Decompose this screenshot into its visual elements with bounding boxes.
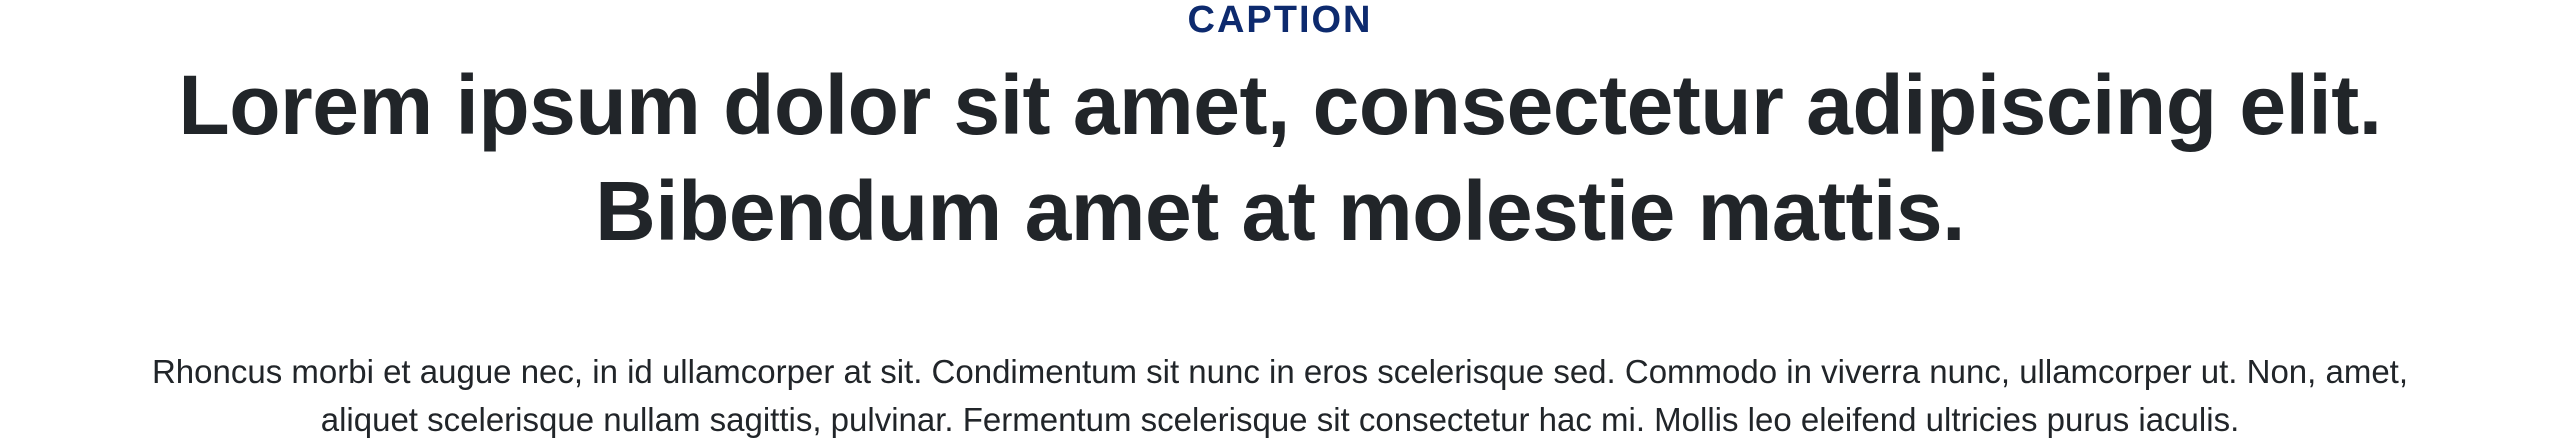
headline-line-1: Lorem ipsum dolor sit amet, consectetur adipiscing elit. [178, 58, 2382, 152]
caption-label: CAPTION [1187, 0, 1373, 41]
description-line-2: aliquet scelerisque nullam sagittis, pulvinar. Fermentum scelerisque sit consectetur hac mi. Mollis leo eleifend ultricies purus iaculis. [320, 401, 2240, 438]
description-paragraph [20, 348, 2540, 444]
headline-line-2: Bibendum amet at molestie mattis. [595, 164, 1965, 258]
page-title [100, 52, 2460, 264]
description-line-1: Rhoncus morbi et augue nec, in id ullamcorper at sit. Condimentum sit nunc in eros scelerisque sed. Commodo in viverra nunc, ullamcorper ut. Non, amet, [151, 353, 2409, 390]
